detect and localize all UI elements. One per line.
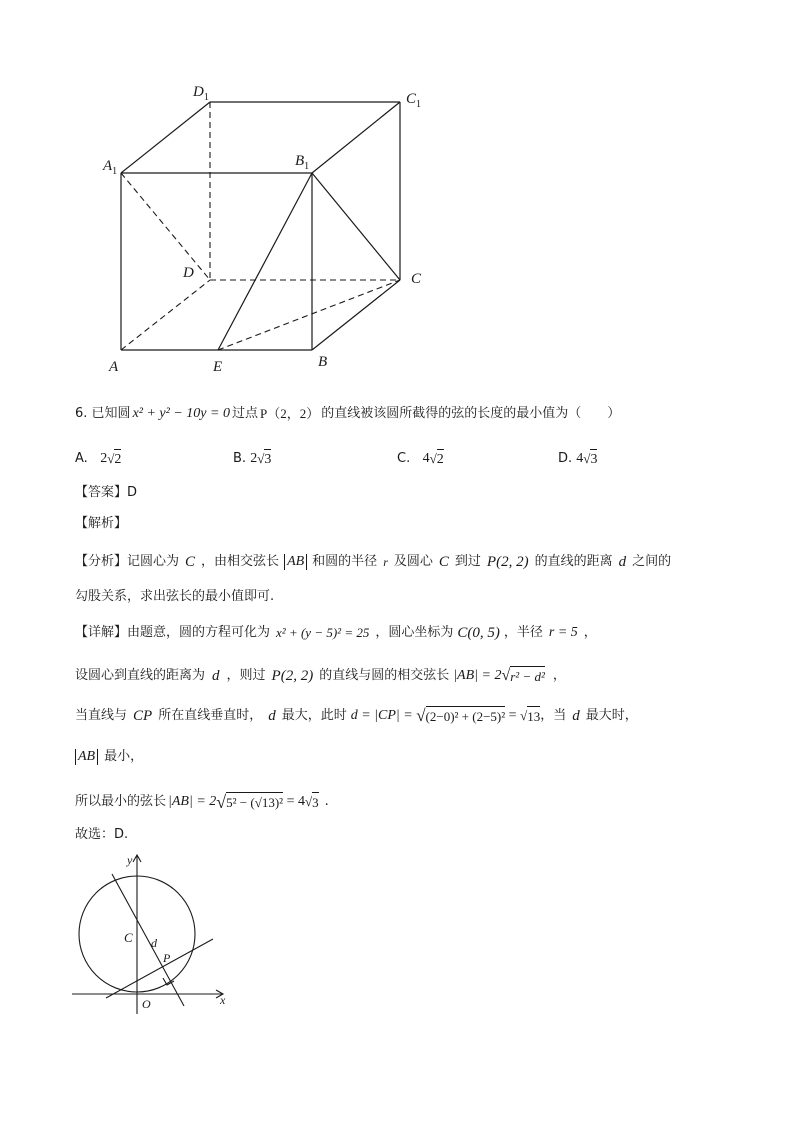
xiangjie-line3: 当直线与 CP 所在直线垂直时， d 最大，此时 d = |CP| = √ (2−0)² + (2−5)² = √ 13 ，当 d 最大时， <box>75 706 638 725</box>
fenxi-line2: 勾股关系，求出弦长的最小值即可. <box>75 589 275 604</box>
label-B: B <box>318 354 328 370</box>
label-A: A <box>109 359 119 375</box>
xiangjie-line1: 【详解】 由题意，圆的方程可化为 x² + (y − 5)² = 25 ，圆心坐标为 C(0, 5) ，半径 r = 5 ， <box>75 625 597 641</box>
answer-tag: 【答案】 <box>75 485 128 500</box>
option-b[interactable]: B. 2 √ 3 <box>233 451 272 467</box>
xiangjie-line4: AB 最小， <box>75 748 143 766</box>
label-D1: $D_1$ <box>193 84 209 103</box>
option-d[interactable]: D. 4 √ 3 <box>558 451 598 467</box>
label-D: D <box>183 265 194 281</box>
label-B1: $B_1$ <box>295 153 310 172</box>
label-distance-d: d <box>151 936 157 950</box>
question-stem: 6. 已知圆 x² + y² − 10y = 0 过点 P（2，2） 的直线被该圆所截得的弦的长度的最小值为（ ） <box>75 406 621 421</box>
answer-value: D <box>127 485 138 500</box>
cube-figure <box>95 80 435 380</box>
label-E: E <box>213 359 223 375</box>
answer-line <box>75 484 137 502</box>
label-A1: $A_1$ <box>103 158 118 177</box>
label-origin-O: O <box>142 997 151 1011</box>
question-number: 6. <box>75 406 88 421</box>
xiangjie-line5: 所以最小的弦长 |AB| = 2 √ 5² − (√13)² = 4 √ 3 . <box>75 792 329 812</box>
axis-y-label: y <box>127 853 133 867</box>
label-C1: $C_1$ <box>406 91 422 110</box>
label-C: C <box>411 271 422 287</box>
label-point-P: P <box>163 951 171 965</box>
axis-x-label: x <box>220 993 226 1007</box>
fenxi-line1: 【分析】 记圆心为 C ，由相交弦长 AB 和圆的半径 r 及圆心 C 到过 P(2, 2) 的直线的距离 d 之间的 <box>75 554 672 570</box>
label-center-C: C <box>124 930 133 945</box>
question-equation: x² + y² − 10y = 0 <box>132 406 230 421</box>
option-c[interactable]: C. 4 √ 2 <box>397 451 444 467</box>
analysis-tag: 【解析】 <box>75 516 128 531</box>
circle-figure <box>60 850 240 1020</box>
option-a[interactable]: A. 2 √ 2 <box>75 451 122 467</box>
conclusion: 故选：D. <box>75 827 129 842</box>
xiangjie-line2: 设圆心到直线的距离为 d ，则过 P(2, 2) 的直线与圆的相交弦长 |AB| = 2 √ r² − d² ， <box>75 667 566 684</box>
